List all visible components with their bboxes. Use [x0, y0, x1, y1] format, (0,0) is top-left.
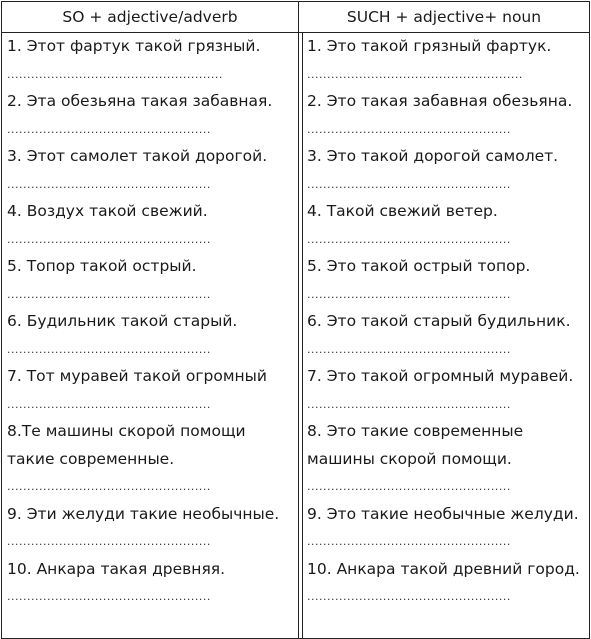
such-sentence: 2. Это такая забавная обезьяна. — [307, 92, 573, 110]
so-item-9 — [7, 501, 298, 556]
such-item-2 — [307, 88, 589, 143]
so-item-4 — [7, 198, 298, 253]
so-answer-line[interactable]: ................................................... — [7, 287, 211, 301]
such-item-3 — [307, 143, 589, 198]
such-sentence: 8. Это такие современные — [307, 422, 524, 440]
body-row — [2, 33, 590, 639]
so-answer-line[interactable]: ................................................... — [7, 177, 211, 191]
so-sentence: 7. Тот муравей такой огромный — [7, 367, 267, 385]
such-answer-line[interactable]: ................................................... — [307, 342, 511, 356]
such-sentence: 6. Это такой старый будильник. — [307, 312, 571, 330]
so-sentence: 8.Те машины скорой помощи — [7, 422, 246, 440]
so-answer-line[interactable]: ................................................... — [7, 342, 211, 356]
so-sentence: 1. Этот фартук такой грязный. — [7, 37, 261, 55]
so-answer-line[interactable]: ................................................... — [7, 590, 211, 603]
so-sentence: 4. Воздух такой свежий. — [7, 202, 208, 220]
such-column — [299, 33, 590, 639]
so-answer-line[interactable]: ...................................................... — [7, 67, 223, 81]
so-sentence: 2. Эта обезьяна такая забавная. — [7, 92, 273, 110]
such-item-1 — [307, 33, 589, 88]
header-such: SUCH + adjective+ noun — [299, 2, 590, 33]
such-answer-line[interactable]: ................................................... — [307, 177, 511, 191]
such-answer-line[interactable]: ................................................... — [307, 122, 511, 136]
so-sentence-list — [2, 33, 298, 638]
such-item-9 — [307, 501, 589, 556]
such-item-4 — [307, 198, 589, 253]
header-row — [2, 2, 590, 33]
such-sentence: 4. Такой свежий ветер. — [307, 202, 498, 220]
such-item-7 — [307, 363, 589, 418]
so-sentence: 5. Топор такой острый. — [7, 257, 197, 275]
so-sentence: 6. Будильник такой старый. — [7, 312, 238, 330]
such-sentence: 3. Это такой дорогой самолет. — [307, 147, 559, 165]
so-answer-line[interactable]: ................................................... — [7, 232, 211, 246]
so-sentence: 9. Эти желуди такие необычные. — [7, 504, 280, 523]
such-answer-line[interactable]: ................................................... — [307, 535, 511, 548]
exercise-table — [1, 1, 590, 639]
such-sentence: 10. Анкара такой древний город. — [307, 559, 580, 578]
such-answer-line[interactable]: ................................................... — [307, 480, 511, 493]
such-item-5 — [307, 253, 589, 308]
such-answer-line[interactable]: ................................................... — [307, 397, 511, 411]
so-item-7 — [7, 363, 298, 418]
so-item-10 — [7, 556, 298, 611]
such-sentence: 5. Это такой острый топор. — [307, 257, 531, 275]
so-sentence: такие современные. — [7, 449, 175, 468]
header-so: SO + adjective/adverb — [2, 2, 299, 33]
so-answer-line[interactable]: ................................................... — [7, 397, 211, 411]
so-answer-line[interactable]: ................................................... — [7, 122, 211, 136]
such-answer-line[interactable]: ................................................... — [307, 590, 511, 603]
such-answer-line[interactable]: ...................................................... — [307, 67, 523, 81]
so-column — [2, 33, 299, 639]
such-item-8 — [307, 418, 589, 501]
such-sentence-list — [302, 33, 589, 638]
so-item-3 — [7, 143, 298, 198]
such-sentence: 1. Это такой грязный фартук. — [307, 37, 552, 55]
so-item-6 — [7, 308, 298, 363]
such-sentence: 7. Это такой огромный муравей. — [307, 367, 574, 385]
such-sentence: машины скорой помощи. — [307, 449, 512, 468]
such-answer-line[interactable]: ................................................... — [307, 287, 511, 301]
such-item-6 — [307, 308, 589, 363]
so-sentence: 3. Этот самолет такой дорогой. — [7, 147, 268, 165]
so-item-2 — [7, 88, 298, 143]
so-sentence: 10. Анкара такая древняя. — [7, 559, 226, 578]
so-item-8 — [7, 418, 298, 501]
such-sentence: 9. Это такие необычные желуди. — [307, 504, 579, 523]
so-answer-line[interactable]: ................................................... — [7, 535, 211, 548]
so-item-5 — [7, 253, 298, 308]
so-item-1 — [7, 33, 298, 88]
so-answer-line[interactable]: ................................................... — [7, 480, 211, 493]
such-answer-line[interactable]: ................................................... — [307, 232, 511, 246]
such-item-10 — [307, 556, 589, 611]
